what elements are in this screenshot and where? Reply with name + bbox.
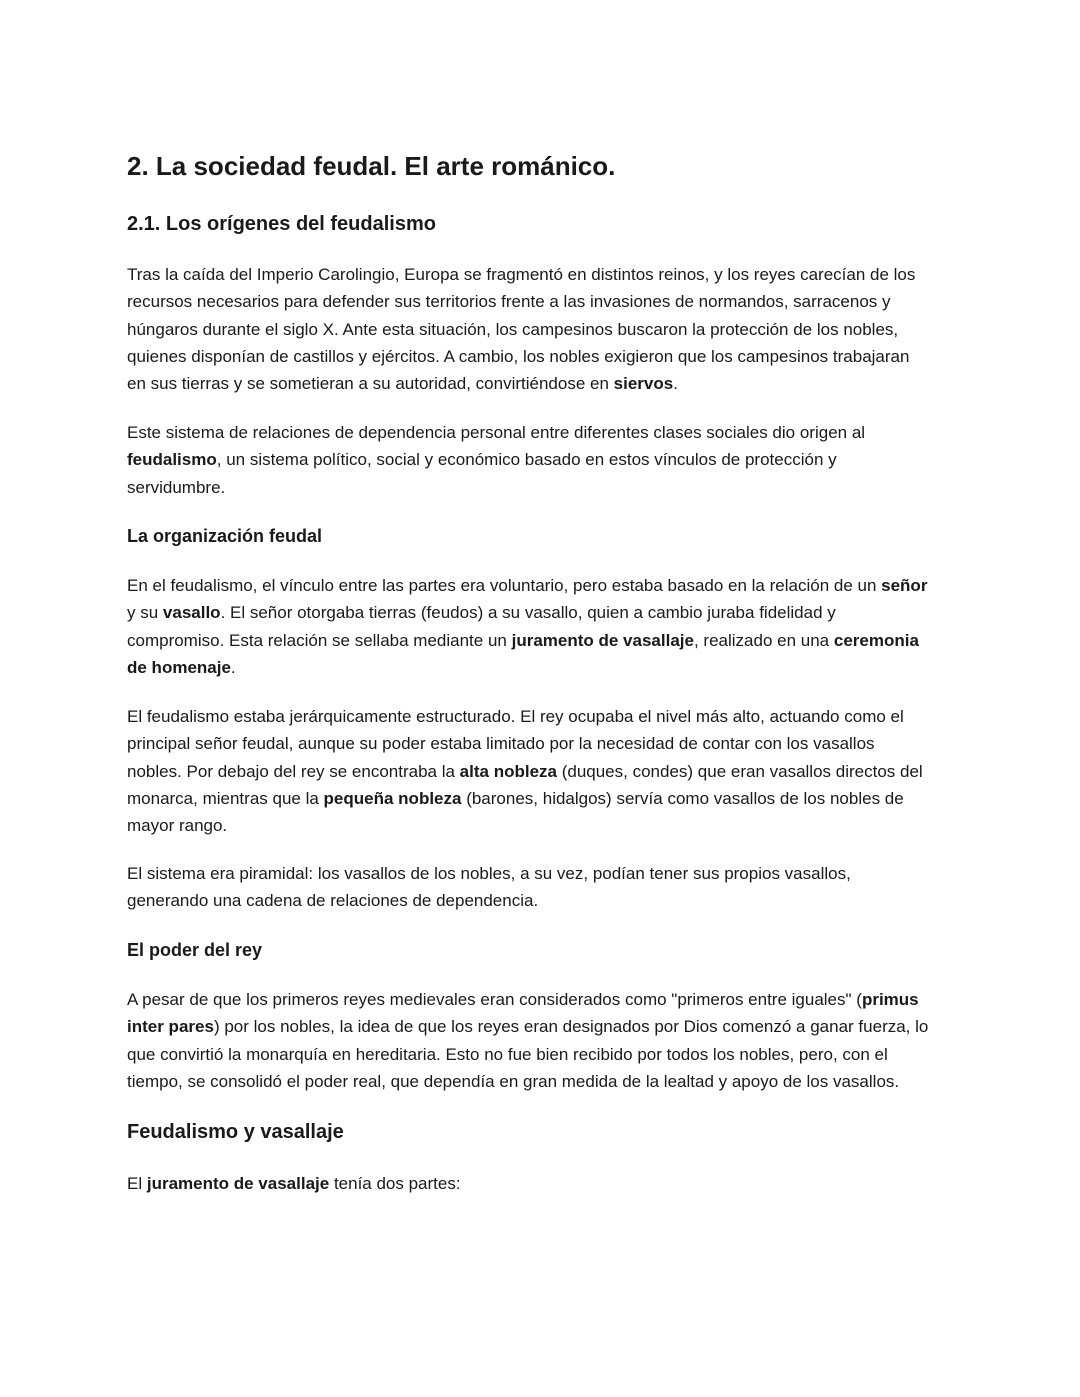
paragraph-poder-1 [127,986,957,1095]
text-run: en sus tierras y se sometieran a su autoridad, convirtiéndose en [127,374,614,394]
text-run: (barones, hidalgos) servía como vasallos de los nobles de [461,788,904,808]
text-line: mayor rango. [127,816,228,836]
paragraph-vasallaje-1 [127,1170,957,1197]
text-run: tenía dos partes: [329,1174,461,1193]
text-line: recursos necesarios para defender sus territorios frente a las invasiones de normandos, sarracenos y [127,292,891,312]
page-title: 2. La sociedad feudal. El arte románico. [127,151,616,181]
paragraph-organizacion-2 [127,703,957,839]
text-line [127,785,957,812]
text-run: . [673,374,678,394]
text-line [127,986,957,1013]
text-run: y su [127,603,163,623]
text-line: húngaros durante el siglo X. Ante esta situación, los campesinos buscaron la protección de los nobles, [127,319,899,339]
text-line: El sistema era piramidal: los vasallos de los nobles, a su vez, podían tener sus propios vasallos, [127,864,851,883]
text-line: principal señor feudal, aunque su poder estaba limitado por la necesidad de contar con los vasallos [127,734,875,754]
text-line [127,758,957,785]
text-run: (duques, condes) que eran vasallos directos del [556,761,923,781]
bold-term-siervos: siervos [613,374,674,394]
text-run: compromiso. Esta relación se sellaba mediante un [127,630,512,650]
paragraph-origenes-1 [127,261,957,397]
subheading-organizacion: La organización feudal [127,526,323,546]
text-line [127,1013,957,1040]
text-line [127,572,957,599]
text-run: A pesar de que los primeros reyes medievales eran considerados como "primeros entre iguales" ( [127,990,862,1009]
bold-term-pequena-nobleza: pequeña nobleza [323,788,462,808]
subheading-poder-rey: El poder del rey [127,940,263,960]
text-line [127,370,957,397]
text-line [127,599,957,626]
bold-term-ceremonia: ceremonia [833,630,919,650]
bold-term-juramento: juramento de vasallaje [511,630,694,650]
text-line: El feudalismo estaba jerárquicamente estructurado. El rey ocupaba el nivel más alto, actuando como el [127,707,904,726]
text-line: quienes disponían de castillos y ejércitos. A cambio, los nobles exigieron que los campesinos trabajaran [127,346,910,366]
bold-term-vasallo: vasallo [162,603,221,623]
text-run: El [127,1174,147,1193]
text-line: Este sistema de relaciones de dependencia personal entre diferentes clases sociales dio origen al [127,423,866,442]
bold-term-inter-pares: inter pares [127,1017,214,1037]
text-line [127,654,957,681]
bold-term-feudalismo: feudalismo [127,450,217,470]
paragraph-origenes-2 [127,419,957,501]
text-line: que convirtió la monarquía en hereditaria. Esto no fue bien recibido por todos los nobles, pero, con el [127,1044,888,1064]
text-run: . El señor otorgaba tierras (feudos) a su vasallo, quien a cambio juraba fidelidad y [220,603,836,623]
text-run: En el feudalismo, el vínculo entre las partes era voluntario, pero estaba basado en la relación de un [127,576,882,595]
paragraph-organizacion-3 [127,860,957,915]
text-line: servidumbre. [127,477,226,497]
text-run: . [230,657,236,677]
bold-term-senor: señor [881,576,928,595]
text-run: nobles. Por debajo del rey se encontraba la [127,761,460,781]
bold-term-juramento-vasallaje: juramento de vasallaje [146,1174,330,1193]
text-line: tiempo, se consolidó el poder real, que dependía en gran medida de la lealtad y apoyo de los vasallos. [127,1071,900,1091]
paragraph-organizacion-1 [127,572,957,681]
text-line: generando una cadena de relaciones de dependencia. [127,891,539,911]
bold-term-alta-nobleza: alta nobleza [459,761,557,781]
section-heading-origenes: 2.1. Los orígenes del feudalismo [127,213,436,235]
bold-term-homenaje: de homenaje [127,657,231,677]
text-line: Tras la caída del Imperio Carolingio, Europa se fragmentó en distintos reinos, y los reyes carecían de los [127,265,916,284]
bold-term-primus: primus [861,990,919,1009]
text-run: ) por los nobles, la idea de que los reyes eran designados por Dios comenzó a ganar fuerza, lo [213,1017,929,1037]
text-line [127,446,957,473]
text-run: , un sistema político, social y económico basado en estos vínculos de protección y [216,450,837,470]
section-heading-vasallaje: Feudalismo y vasallaje [127,1121,344,1143]
text-run: monarca, mientras que la [127,788,324,808]
text-line [127,1170,957,1197]
text-run: , realizado en una [693,630,834,650]
text-line [127,627,957,654]
